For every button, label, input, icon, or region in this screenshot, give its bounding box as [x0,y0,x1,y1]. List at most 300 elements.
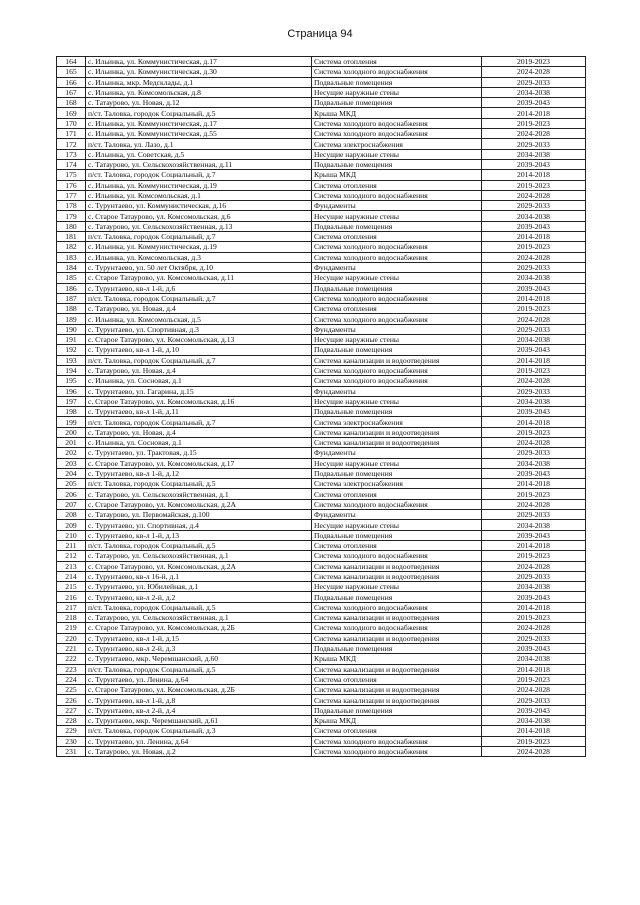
table-row [57,159,586,169]
table-row [57,664,586,674]
row-number-cell: 212 [57,551,86,561]
row-number-cell: 220 [57,633,86,643]
period-cell: 2024-2028 [482,437,586,447]
address-cell: с. Турунтаево, кв-л 1-й, д.15 [86,633,312,643]
work-type-cell: Система электроснабжения [312,139,482,149]
period-cell: 2039-2043 [482,592,586,602]
table-row [57,602,586,612]
address-cell: с. Турунтаево, ул. Ленина, д.64 [86,736,312,746]
period-cell: 2019-2023 [482,613,586,623]
capital-repair-table [56,56,586,757]
table-row [57,685,586,695]
address-cell: с. Старое Татаурово, ул. Комсомольская, д.11 [86,273,312,283]
table-row [57,448,586,458]
period-cell: 2014-2018 [482,540,586,550]
table-row [57,139,586,149]
address-cell: с. Турунтаево, кв-л 2-й, д.4 [86,705,312,715]
row-number-cell: 183 [57,252,86,262]
address-cell: с. Татаурово, ул. Сельскохозяйственная, д.13 [86,221,312,231]
row-number-cell: 193 [57,355,86,365]
period-cell: 2034-2038 [482,520,586,530]
period-cell: 2024-2028 [482,190,586,200]
row-number-cell: 197 [57,396,86,406]
table-row [57,468,586,478]
row-number-cell: 202 [57,448,86,458]
row-number-cell: 204 [57,468,86,478]
period-cell: 2039-2043 [482,705,586,715]
work-type-cell: Система холодного водоснабжения [312,602,482,612]
period-cell: 2029-2033 [482,262,586,272]
address-cell: с. Татаурово, ул. Новая, д.2 [86,746,312,756]
address-cell: с. Турунтаево, кв-л 1-й, д.13 [86,530,312,540]
row-number-cell: 216 [57,592,86,602]
address-cell: с. Турунтаево, мкр. Черемшанский, д.60 [86,654,312,664]
period-cell: 2029-2033 [482,571,586,581]
address-cell: с. Ильинка, ул. Советская, д.5 [86,149,312,159]
address-cell: с. Старое Татаурово, ул. Комсомольская, д.13 [86,335,312,345]
period-cell: 2039-2043 [482,98,586,108]
row-number-cell: 206 [57,489,86,499]
row-number-cell: 218 [57,613,86,623]
row-number-cell: 168 [57,98,86,108]
work-type-cell: Система холодного водоснабжения [312,252,482,262]
row-number-cell: 203 [57,458,86,468]
row-number-cell: 221 [57,643,86,653]
table-row [57,613,586,623]
row-number-cell: 171 [57,129,86,139]
address-cell: п/ст. Таловка, городок Социальный, д.5 [86,108,312,118]
period-cell: 2034-2038 [482,211,586,221]
table-body [57,57,586,757]
work-type-cell: Система канализации и водоотведения [312,561,482,571]
work-type-cell: Фундаменты [312,324,482,334]
period-cell: 2029-2033 [482,510,586,520]
table-row [57,314,586,324]
row-number-cell: 196 [57,386,86,396]
period-cell: 2039-2043 [482,468,586,478]
work-type-cell: Система отопления [312,540,482,550]
period-cell: 2019-2023 [482,304,586,314]
work-type-cell: Система отопления [312,232,482,242]
work-type-cell: Система отопления [312,489,482,499]
work-type-cell: Система холодного водоснабжения [312,190,482,200]
address-cell: п/ст. Таловка, городок Социальный, д.7 [86,232,312,242]
table-row [57,355,586,365]
table-row [57,643,586,653]
table-row [57,242,586,252]
period-cell: 2014-2018 [482,664,586,674]
row-number-cell: 178 [57,201,86,211]
table-row [57,633,586,643]
work-type-cell: Фундаменты [312,386,482,396]
work-type-cell: Подвальные помещения [312,705,482,715]
work-type-cell: Система холодного водоснабжения [312,551,482,561]
row-number-cell: 207 [57,499,86,509]
row-number-cell: 192 [57,345,86,355]
table-row [57,170,586,180]
work-type-cell: Система канализации и водоотведения [312,685,482,695]
work-type-cell: Система канализации и водоотведения [312,664,482,674]
row-number-cell: 225 [57,685,86,695]
address-cell: с. Турунтаево, кв-л 1-й, д.12 [86,468,312,478]
row-number-cell: 176 [57,180,86,190]
work-type-cell: Подвальные помещения [312,283,482,293]
address-cell: с. Старое Татаурово, ул. Комсомольская, д.6 [86,211,312,221]
period-cell: 2014-2018 [482,726,586,736]
row-number-cell: 209 [57,520,86,530]
table-row [57,149,586,159]
row-number-cell: 170 [57,118,86,128]
period-cell: 2029-2033 [482,77,586,87]
row-number-cell: 166 [57,77,86,87]
row-number-cell: 227 [57,705,86,715]
table-row [57,293,586,303]
table-row [57,129,586,139]
work-type-cell: Несущие наружные стены [312,149,482,159]
period-cell: 2034-2038 [482,273,586,283]
address-cell: с. Турунтаево, ул. Ленина, д.64 [86,674,312,684]
row-number-cell: 177 [57,190,86,200]
table-row [57,87,586,97]
work-type-cell: Несущие наружные стены [312,335,482,345]
table-row [57,417,586,427]
period-cell: 2034-2038 [482,458,586,468]
row-number-cell: 190 [57,324,86,334]
period-cell: 2034-2038 [482,149,586,159]
work-type-cell: Крыша МКД [312,654,482,664]
row-number-cell: 208 [57,510,86,520]
table-row [57,335,586,345]
table-row [57,695,586,705]
table-row [57,365,586,375]
row-number-cell: 180 [57,221,86,231]
period-cell: 2024-2028 [482,561,586,571]
period-cell: 2039-2043 [482,159,586,169]
row-number-cell: 184 [57,262,86,272]
work-type-cell: Система холодного водоснабжения [312,293,482,303]
period-cell: 2024-2028 [482,746,586,756]
row-number-cell: 173 [57,149,86,159]
work-type-cell: Система холодного водоснабжения [312,314,482,324]
table-row [57,221,586,231]
work-type-cell: Подвальные помещения [312,468,482,478]
table-row [57,499,586,509]
address-cell: с. Турунтаево, кв-л 1-й, д.6 [86,283,312,293]
work-type-cell: Крыша МКД [312,108,482,118]
work-type-cell: Система электроснабжения [312,479,482,489]
work-type-cell: Фундаменты [312,448,482,458]
period-cell: 2029-2033 [482,448,586,458]
address-cell: п/ст. Таловка, городок Социальный, д.7 [86,355,312,365]
address-cell: п/ст. Таловка, городок Социальный, д.3 [86,726,312,736]
period-cell: 2039-2043 [482,283,586,293]
work-type-cell: Система холодного водоснабжения [312,129,482,139]
period-cell: 2014-2018 [482,479,586,489]
table-row [57,674,586,684]
row-number-cell: 189 [57,314,86,324]
period-cell: 2019-2023 [482,427,586,437]
address-cell: с. Старое Татаурово, ул. Комсомольская, д.2А [86,561,312,571]
address-cell: с. Ильинка, ул. Коммунистическая, д.17 [86,57,312,67]
table-row [57,530,586,540]
work-type-cell: Подвальные помещения [312,643,482,653]
table-row [57,232,586,242]
table-row [57,201,586,211]
work-type-cell: Несущие наружные стены [312,582,482,592]
table-row [57,67,586,77]
period-cell: 2019-2023 [482,365,586,375]
row-number-cell: 188 [57,304,86,314]
row-number-cell: 191 [57,335,86,345]
address-cell: с. Ильинка, ул. Комсомольская, д.8 [86,87,312,97]
period-cell: 2019-2023 [482,489,586,499]
row-number-cell: 213 [57,561,86,571]
row-number-cell: 186 [57,283,86,293]
row-number-cell: 185 [57,273,86,283]
row-number-cell: 172 [57,139,86,149]
row-number-cell: 195 [57,376,86,386]
period-cell: 2029-2033 [482,633,586,643]
table-row [57,118,586,128]
address-cell: с. Турунтаево, ул. Гагарина, д.15 [86,386,312,396]
row-number-cell: 169 [57,108,86,118]
period-cell: 2019-2023 [482,242,586,252]
table-row [57,386,586,396]
row-number-cell: 214 [57,571,86,581]
table-row [57,190,586,200]
work-type-cell: Фундаменты [312,510,482,520]
work-type-cell: Подвальные помещения [312,592,482,602]
table-row [57,324,586,334]
period-cell: 2034-2038 [482,582,586,592]
period-cell: 2014-2018 [482,232,586,242]
table-row [57,736,586,746]
work-type-cell: Система холодного водоснабжения [312,623,482,633]
address-cell: с. Татаурово, ул. Сельскохозяйственная, д.1 [86,551,312,561]
address-cell: с. Старое Татаурово, ул. Комсомольская, д.2А [86,499,312,509]
table-row [57,458,586,468]
address-cell: с. Турунтаево, ул. Спортивная, д.3 [86,324,312,334]
period-cell: 2024-2028 [482,129,586,139]
address-cell: с. Ильинка, ул. Коммунистическая, д.17 [86,118,312,128]
table-row [57,716,586,726]
work-type-cell: Система холодного водоснабжения [312,67,482,77]
address-cell: с. Турунтаево, кв-л 16-й, д.1 [86,571,312,581]
period-cell: 2014-2018 [482,417,586,427]
address-cell: с. Турунтаево, ул. Юбилейная, д.1 [86,582,312,592]
work-type-cell: Крыша МКД [312,170,482,180]
work-type-cell: Система канализации и водоотведения [312,571,482,581]
table-row [57,520,586,530]
work-type-cell: Система холодного водоснабжения [312,118,482,128]
table-row [57,98,586,108]
row-number-cell: 211 [57,540,86,550]
address-cell: с. Турунтаево, мкр. Черемшанский, д.61 [86,716,312,726]
row-number-cell: 219 [57,623,86,633]
period-cell: 2034-2038 [482,396,586,406]
period-cell: 2039-2043 [482,643,586,653]
row-number-cell: 182 [57,242,86,252]
address-cell: с. Турунтаево, кв-л 1-й, д.8 [86,695,312,705]
period-cell: 2034-2038 [482,654,586,664]
period-cell: 2014-2018 [482,108,586,118]
table-row [57,273,586,283]
table-row [57,427,586,437]
table-row [57,252,586,262]
row-number-cell: 174 [57,159,86,169]
table-row [57,540,586,550]
table-row [57,654,586,664]
address-cell: с. Ильинка, ул. Коммунистическая, д.19 [86,180,312,190]
table-row [57,592,586,602]
period-cell: 2014-2018 [482,355,586,365]
address-cell: с. Ильинка, ул. Коммунистическая, д.19 [86,242,312,252]
period-cell: 2024-2028 [482,252,586,262]
work-type-cell: Система электроснабжения [312,417,482,427]
period-cell: 2029-2033 [482,324,586,334]
row-number-cell: 164 [57,57,86,67]
row-number-cell: 229 [57,726,86,736]
address-cell: п/ст. Таловка, городок Социальный, д.7 [86,417,312,427]
row-number-cell: 167 [57,87,86,97]
address-cell: п/ст. Таловка, городок Социальный, д.5 [86,602,312,612]
address-cell: с. Ильинка, ул. Комсомольская, д.1 [86,190,312,200]
period-cell: 2024-2028 [482,314,586,324]
work-type-cell: Крыша МКД [312,716,482,726]
table-row [57,489,586,499]
address-cell: п/ст. Таловка, городок Социальный, д.7 [86,170,312,180]
work-type-cell: Фундаменты [312,262,482,272]
address-cell: с. Татаурово, ул. Новая, д.4 [86,365,312,375]
period-cell: 2039-2043 [482,407,586,417]
work-type-cell: Подвальные помещения [312,159,482,169]
address-cell: п/ст. Таловка, городок Социальный, д.5 [86,540,312,550]
row-number-cell: 175 [57,170,86,180]
period-cell: 2024-2028 [482,376,586,386]
table-row [57,551,586,561]
table-row [57,705,586,715]
work-type-cell: Подвальные помещения [312,221,482,231]
period-cell: 2019-2023 [482,57,586,67]
row-number-cell: 226 [57,695,86,705]
table-row [57,180,586,190]
row-number-cell: 217 [57,602,86,612]
period-cell: 2014-2018 [482,293,586,303]
address-cell: с. Ильинка, ул. Сосновая, д.1 [86,437,312,447]
table-row [57,57,586,67]
period-cell: 2019-2023 [482,118,586,128]
work-type-cell: Подвальные помещения [312,407,482,417]
period-cell: 2014-2018 [482,602,586,612]
address-cell: п/ст. Таловка, ул. Лазо, д.1 [86,139,312,149]
row-number-cell: 231 [57,746,86,756]
work-type-cell: Система отопления [312,726,482,736]
table-row [57,623,586,633]
table-row [57,561,586,571]
work-type-cell: Подвальные помещения [312,98,482,108]
period-cell: 2034-2038 [482,87,586,97]
address-cell: с. Старое Татаурово, ул. Комсомольская, д.17 [86,458,312,468]
period-cell: 2034-2038 [482,716,586,726]
row-number-cell: 224 [57,674,86,684]
work-type-cell: Подвальные помещения [312,345,482,355]
address-cell: с. Ильинка, ул. Сосновая, д.1 [86,376,312,386]
work-type-cell: Несущие наружные стены [312,396,482,406]
work-type-cell: Подвальные помещения [312,77,482,87]
table-row [57,437,586,447]
address-cell: с. Старое Татаурово, ул. Комсомольская, д.2Б [86,623,312,633]
row-number-cell: 228 [57,716,86,726]
work-type-cell: Система холодного водоснабжения [312,242,482,252]
address-cell: с. Турунтаево, ул. 50 лет Октября, д.10 [86,262,312,272]
address-cell: с. Ильинка, ул. Комсомольская, д.5 [86,314,312,324]
table-row [57,746,586,756]
table-row [57,108,586,118]
table-row [57,376,586,386]
row-number-cell: 198 [57,407,86,417]
work-type-cell: Система канализации и водоотведения [312,633,482,643]
work-type-cell: Система отопления [312,674,482,684]
work-type-cell: Система холодного водоснабжения [312,499,482,509]
table-row [57,582,586,592]
address-cell: с. Турунтаево, кв-л 2-й, д.2 [86,592,312,602]
table-row [57,510,586,520]
work-type-cell: Система отопления [312,180,482,190]
row-number-cell: 165 [57,67,86,77]
address-cell: с. Старое Татаурово, ул. Комсомольская, д.16 [86,396,312,406]
period-cell: 2034-2038 [482,335,586,345]
period-cell: 2024-2028 [482,685,586,695]
work-type-cell: Система канализации и водоотведения [312,355,482,365]
address-cell: с. Старое Татаурово, ул. Комсомольская, д.2Б [86,685,312,695]
table-row [57,726,586,736]
work-type-cell: Система холодного водоснабжения [312,365,482,375]
table-row [57,283,586,293]
work-type-cell: Система канализации и водоотведения [312,437,482,447]
row-number-cell: 201 [57,437,86,447]
row-number-cell: 200 [57,427,86,437]
row-number-cell: 230 [57,736,86,746]
table-row [57,479,586,489]
row-number-cell: 205 [57,479,86,489]
address-cell: с. Татаурово, ул. Сельскохозяйственная, д.11 [86,159,312,169]
work-type-cell: Система отопления [312,304,482,314]
table-row [57,345,586,355]
row-number-cell: 199 [57,417,86,427]
period-cell: 2019-2023 [482,551,586,561]
address-cell: с. Татаурово, ул. Новая, д.4 [86,304,312,314]
address-cell: с. Татаурово, ул. Первомайская, д.100 [86,510,312,520]
row-number-cell: 179 [57,211,86,221]
address-cell: с. Турунтаево, ул. Трактовая, д.15 [86,448,312,458]
table-row [57,77,586,87]
address-cell: с. Турунтаево, ул. Коммунистическая, д.16 [86,201,312,211]
address-cell: с. Ильинка, мкр. Медсклады, д.1 [86,77,312,87]
work-type-cell: Подвальные помещения [312,530,482,540]
work-type-cell: Система отопления [312,57,482,67]
row-number-cell: 187 [57,293,86,303]
period-cell: 2019-2023 [482,736,586,746]
work-type-cell: Система холодного водоснабжения [312,746,482,756]
period-cell: 2039-2043 [482,530,586,540]
period-cell: 2019-2023 [482,180,586,190]
period-cell: 2024-2028 [482,67,586,77]
work-type-cell: Система холодного водоснабжения [312,376,482,386]
table-row [57,211,586,221]
address-cell: с. Татаурово, ул. Новая, д.12 [86,98,312,108]
work-type-cell: Система канализации и водоотведения [312,695,482,705]
row-number-cell: 222 [57,654,86,664]
